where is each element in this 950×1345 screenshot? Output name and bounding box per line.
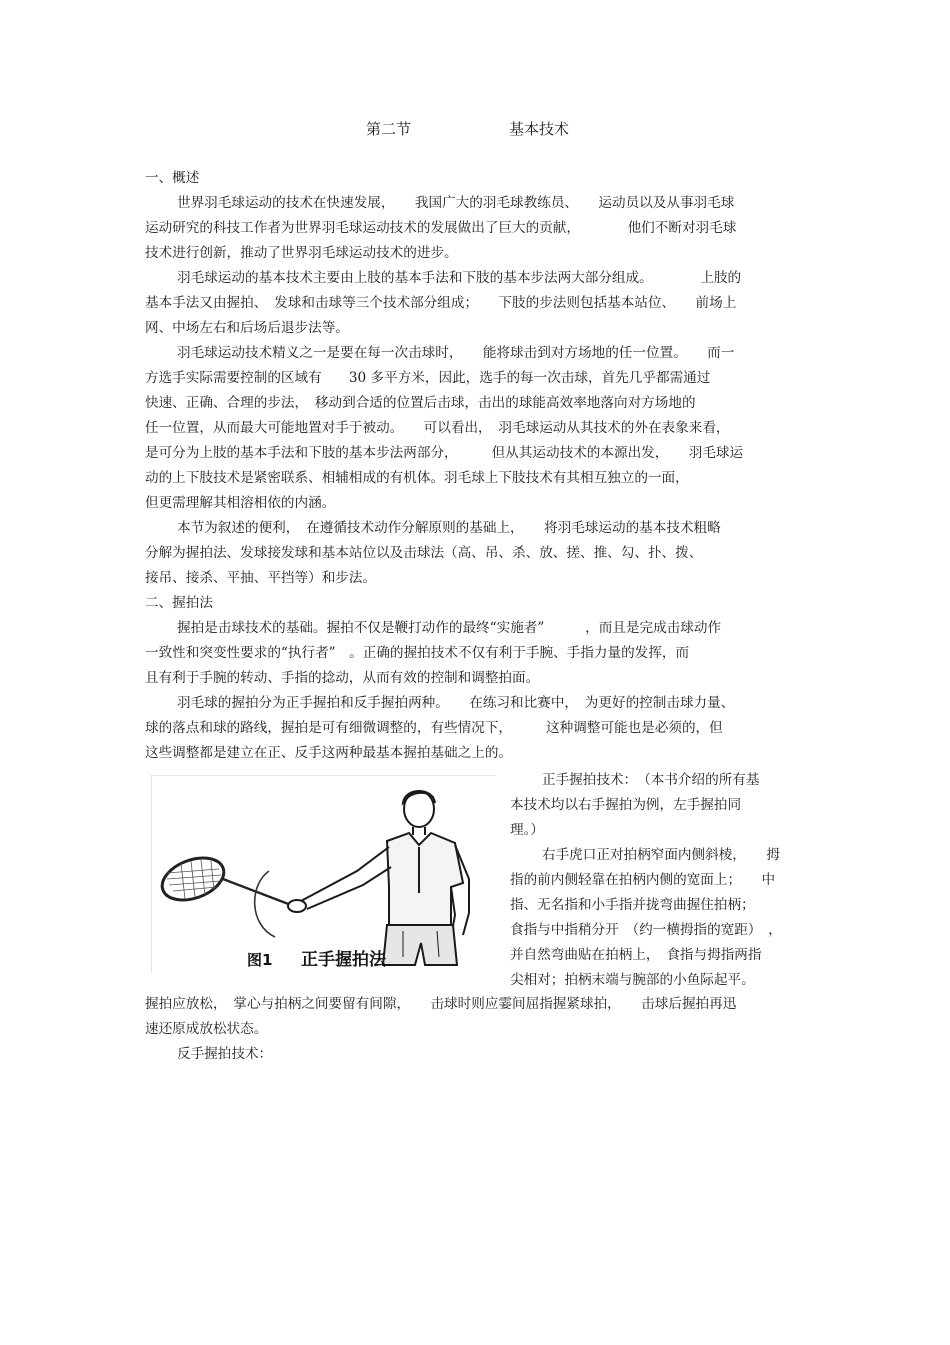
paragraph-line: 本节为叙述的便利， 在遵循技术动作分解原则的基础上， 将羽毛球运动的基本技术粗略 — [177, 520, 721, 536]
paragraph-line: 并自然弯曲贴在拍柄上， 食指与拇指两指 — [510, 947, 762, 963]
paragraph-line: 羽毛球运动技术精义之一是要在每一次击球时， 能将球击到对方场地的任一位置。 而一 — [177, 345, 735, 361]
badminton-player-illustration — [151, 775, 496, 973]
paragraph-line: 正手握拍技术： （本书介绍的所有基 — [542, 772, 760, 788]
paragraph-line: 基本手法又由握拍、 发球和击球等三个技术部分组成； 下肢的步法则包括基本站位、 前场上 — [145, 295, 737, 311]
paragraph-line: 动的上下肢技术是紧密联系、相辅相成的有机体。羽毛球上下肢技术有其相互独立的一面， — [145, 470, 689, 486]
paragraph-line: 这些调整都是建立在正、反手这两种最基本握拍基础之上的。 — [145, 745, 513, 761]
forehand-grip-description — [510, 768, 810, 993]
paragraph-line: 任一位置，从而最大可能地置对手于被动。 可以看出， 羽毛球运动从其技术的外在表象来看， — [145, 420, 730, 436]
player-figure — [288, 791, 469, 965]
title-part-2: 基本技术 — [509, 120, 570, 138]
racket-icon — [156, 850, 291, 908]
paragraph-line: 羽毛球的握拍分为正手握拍和反手握拍两种。 在练习和比赛中， 为更好的控制击球力量、 — [177, 695, 735, 711]
paragraph-line: 右手虎口正对拍柄窄面内侧斜棱， 拇 — [542, 847, 780, 863]
paragraph-line: 球的落点和球的路线，握拍是可有细微调整的，有些情况下， 这种调整可能也是必须的，但 — [145, 720, 723, 736]
paragraph-line: 但更需理解其相溶相依的内涵。 — [145, 495, 336, 511]
paragraph-line: 且有利于手腕的转动、手指的捻动，从而有效的控制和调整拍面。 — [145, 670, 540, 686]
paragraph-line: 指、无名指和小手指并拢弯曲握住拍柄； — [510, 897, 755, 913]
paragraph-line: 握拍应放松， 掌心与拍柄之间要留有间隙， 击球时则应霎间屈指握紧球拍， 击球后握拍再迅 — [145, 996, 737, 1012]
paragraph-line: 食指与中指稍分开 （约一横拇指的宽距） ， — [510, 922, 782, 938]
paragraph-line: 握拍是击球技术的基础。握拍不仅是鞭打动作的最终“实施者” ，而且是完成击球动作 — [177, 620, 722, 636]
paragraph-line: 羽毛球运动的基本技术主要由上肢的基本手法和下肢的基本步法两大部分组成。 上肢的 — [177, 270, 742, 286]
figure-caption-number: 图1 — [247, 951, 273, 969]
paragraph-line: 理。） — [510, 822, 544, 838]
paragraph-line: 运动研究的科技工作者为世界羽毛球运动技术的发展做出了巨大的贡献， 他们不断对羽毛球 — [145, 220, 737, 236]
paragraph-line: 尖相对；拍柄末端与腕部的小鱼际起平。 — [510, 972, 755, 988]
paragraph-line: 速还原成放松状态。 — [145, 1021, 268, 1037]
paragraph-line: 方选手实际需要控制的区域有 30 多平方米，因此，选手的每一次击球，首先几乎都需通过 — [145, 370, 711, 386]
paragraph-line: 指的前内侧轻靠在拍柄内侧的宽面上； 中 — [510, 872, 776, 888]
heading-overview: 一、概述 — [145, 170, 200, 186]
title-part-1: 第二节 — [366, 120, 412, 138]
main-text — [145, 166, 805, 766]
paragraph-line: 一致性和突变性要求的“执行者” 。正确的握拍技术不仅有利于手腕、手指力量的发挥，而 — [145, 645, 690, 661]
paragraph-line: 接吊、接杀、平抽、平挡等）和步法。 — [145, 570, 377, 586]
grip-closing-text — [145, 992, 805, 1067]
figure-caption-text: 正手握拍法 — [301, 950, 386, 970]
paragraph-line: 世界羽毛球运动的技术在快速发展， 我国广大的羽毛球教练员、 运动员以及从事羽毛球 — [177, 195, 735, 211]
backhand-grip-heading: 反手握拍技术： — [177, 1046, 273, 1062]
paragraph-line: 是可分为上肢的基本手法和下肢的基本步法两部分， 但从其运动技术的本源出发， 羽毛球运 — [145, 445, 744, 461]
paragraph-line: 本技术均以右手握拍为例，左手握拍同 — [510, 797, 742, 813]
paragraph-line: 网、中场左右和后场后退步法等。 — [145, 320, 349, 336]
paragraph-line: 技术进行创新，推动了世界羽毛球运动技术的进步。 — [145, 245, 458, 261]
paragraph-line: 分解为握拍法、发球接发球和基本站位以及击球法（高、吊、杀、放、搓、推、勾、扑、拨、 — [145, 545, 703, 561]
paragraph-line: 快速、正确、合理的步法， 移动到合适的位置后击球，击出的球能高效率地落向对方场地的 — [145, 395, 696, 411]
forehand-grip-figure — [151, 775, 496, 973]
heading-grip: 二、握拍法 — [145, 595, 213, 611]
